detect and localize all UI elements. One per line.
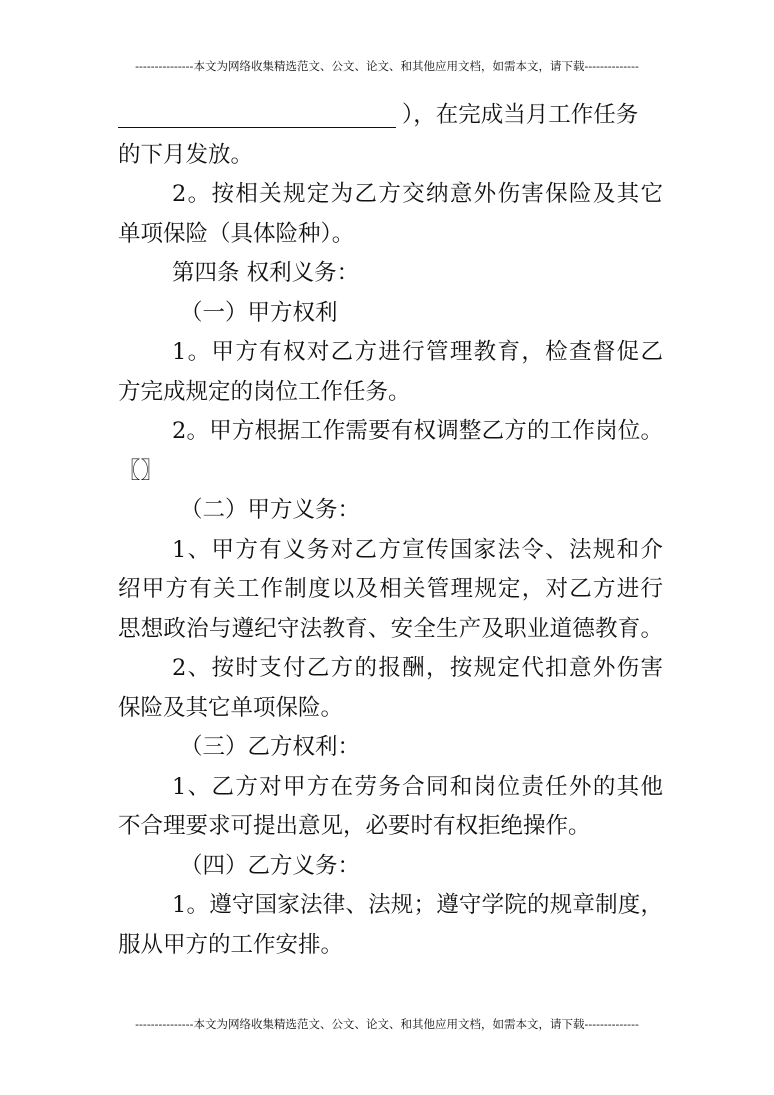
header-banner: ---------------本文为网络收集精选范文、公文、论文、和其他应用文档，如需本文，请下载-------------- bbox=[135, 59, 639, 73]
section-heading: （四）乙方义务： bbox=[180, 852, 361, 879]
paragraph-line: 1、乙方对甲方在劳务合同和岗位责任外的其他 bbox=[172, 773, 663, 800]
paragraph-line: 2。按相关规定为乙方交纳意外伤害保险及其它 bbox=[172, 181, 663, 207]
paragraph-line: 的下月发放。 bbox=[118, 141, 254, 168]
paragraph-line: 服从甲方的工作安排。 bbox=[118, 931, 344, 958]
paragraph-line: 方完成规定的岗位工作任务。 bbox=[118, 378, 411, 405]
paragraph-line: 1。甲方有权对乙方进行管理教育，检查督促乙 bbox=[172, 339, 663, 365]
paragraph-line: 单项保险（具体险种）。 bbox=[118, 220, 355, 247]
paragraph-line: 思想政治与遵纪守法教育、安全生产及职业道德教育。 bbox=[118, 615, 663, 642]
paragraph-line: 2、按时支付乙方的报酬，按规定代扣意外伤害 bbox=[172, 655, 663, 681]
paragraph-line: 绍甲方有关工作制度以及相关管理规定，对乙方进行 bbox=[118, 576, 663, 602]
footer-banner: ---------------本文为网络收集精选范文、公文、论文、和其他应用文档，如需本文，请下载-------------- bbox=[135, 1017, 639, 1031]
paragraph-line: 1、甲方有义务对乙方宣传国家法令、法规和介 bbox=[172, 536, 663, 563]
paragraph-line bbox=[118, 96, 663, 136]
paragraph-line: 〖〗 bbox=[118, 457, 164, 484]
document-body bbox=[118, 96, 663, 965]
paragraph-line: 1。遵守国家法律、法规；遵守学院的规章制度， bbox=[172, 892, 663, 918]
section-heading: （一）甲方权利 bbox=[180, 299, 338, 326]
line-text: ），在完成当月工作任务 bbox=[402, 102, 639, 128]
article-heading: 第四条 权利义务： bbox=[172, 260, 360, 286]
paragraph-line: 不合理要求可提出意见，必要时有权拒绝操作。 bbox=[118, 813, 591, 839]
section-heading: （二）甲方义务： bbox=[180, 497, 361, 523]
paragraph-line: 保险及其它单项保险。 bbox=[118, 694, 344, 721]
paragraph-line: 2。甲方根据工作需要有权调整乙方的工作岗位。 bbox=[172, 418, 663, 444]
fill-in-blank bbox=[118, 101, 396, 128]
section-heading: （三）乙方权利： bbox=[180, 734, 361, 760]
